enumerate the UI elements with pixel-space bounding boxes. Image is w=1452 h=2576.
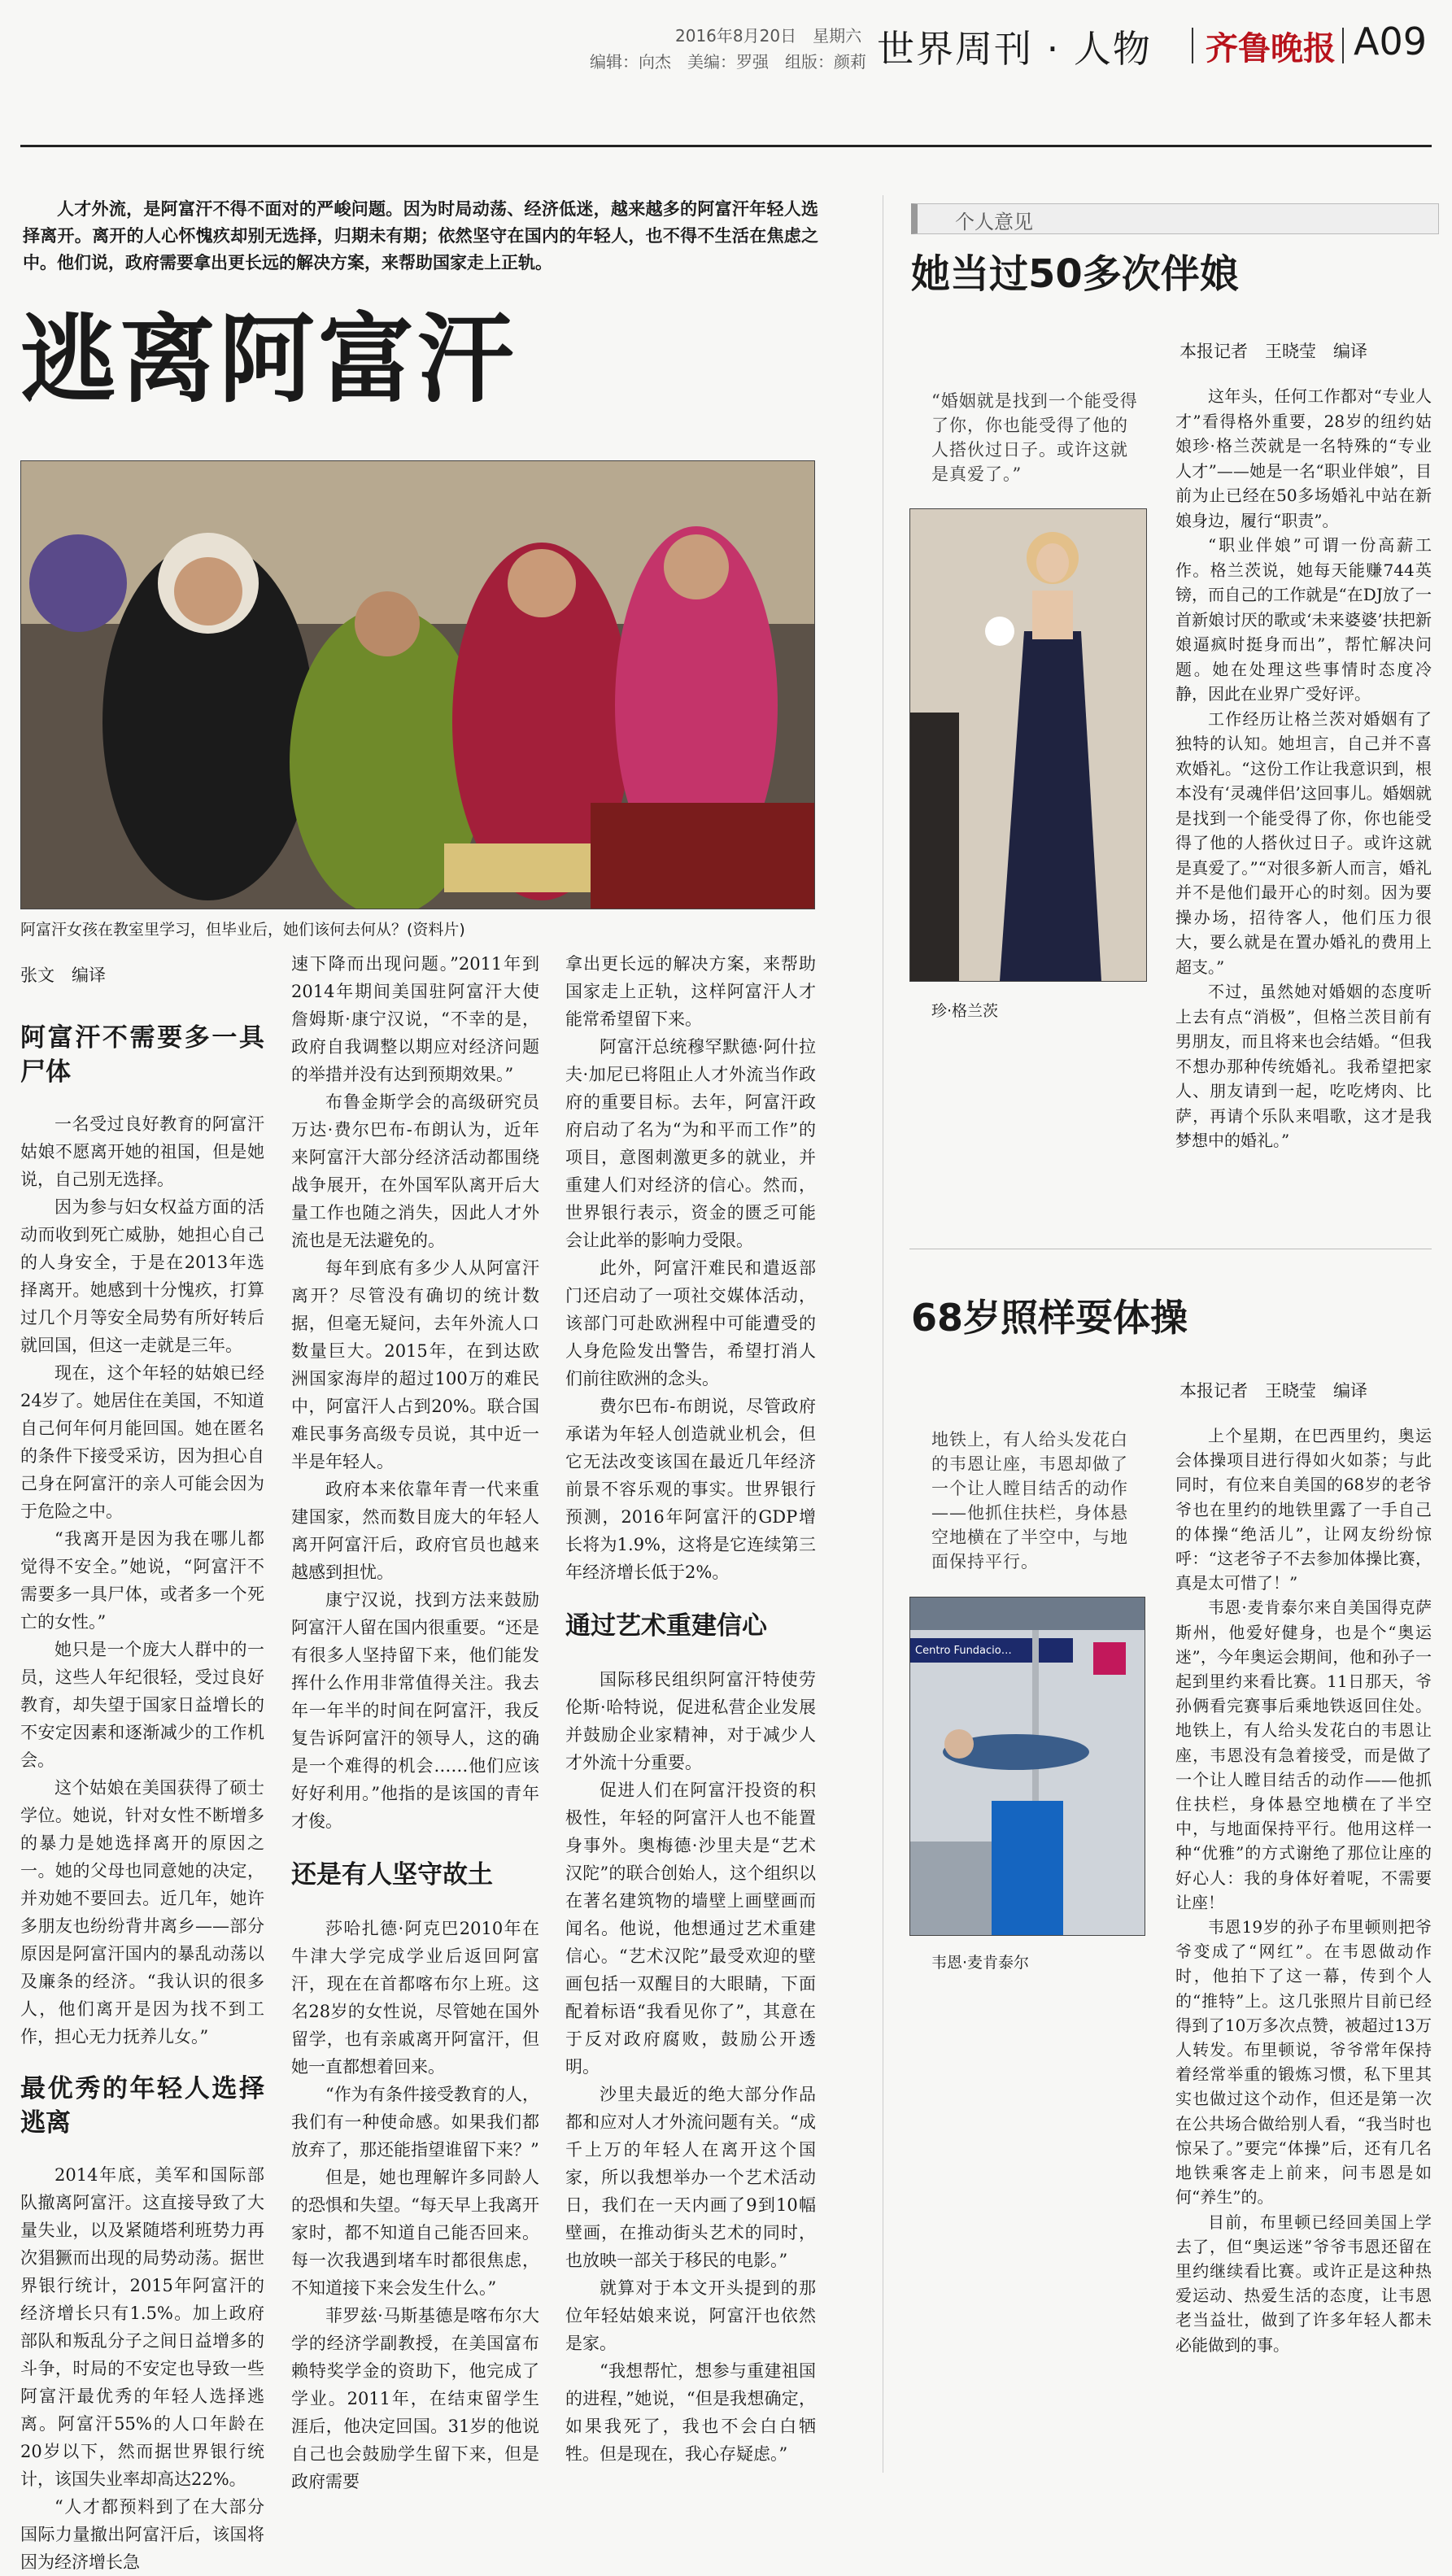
paragraph: 一名受过良好教育的阿富汗姑娘不愿离开她的祖国，但是她说，自己别无选择。 xyxy=(20,1114,264,1189)
paragraph: 工作经历让格兰茨对婚姻有了独特的认知。她坦言，自己并不喜欢婚礼。“这份工作让我意识到，根本没有‘灵魂伴侣’这回事儿。婚姻就是找到一个能受得了你，你也能受得了他的人搭伙过日子。或许这就是真爱了。”“对很多新人而言，婚礼并不是他们最开心的时刻。因为要操办场，招待客人，他们压力很大，要么就是在置办婚礼的费用上超支。” xyxy=(1175,708,1432,977)
subhead-best-youth-flee: 最优秀的年轻人选择逃离 xyxy=(20,2074,264,2138)
opinion-kicker: 个人意见 xyxy=(955,211,1033,233)
section-title: 世界周刊 · 人物 xyxy=(877,27,1152,71)
subway-sign: Centro Fundacio… xyxy=(915,1645,1012,1657)
bridesmaid-body xyxy=(1175,384,1432,1153)
paragraph: 因为参与妇女权益方面的活动而收到死亡威胁，她担心自己的人身安全，于是在2013年选择离开。她感到十分愧疚，打算过几个月等安全局势有所好转后就回国，但这一走就是三年。 xyxy=(20,1197,264,1355)
paragraph: 国际移民组织阿富汗特使劳伦斯·哈特说，促进私营企业发展并鼓励企业家精神，对于减少人才外流十分重要。 xyxy=(565,1670,816,1772)
paragraph: 现在，这个年轻的姑娘已经24岁了。她居住在美国，不知道自己何年何月能回国。她在匿名的条件下接受采访，因为担心自己身在阿富汗的亲人可能会因为于危险之中。 xyxy=(20,1363,264,1521)
classroom-photo xyxy=(20,460,815,909)
paragraph: 布鲁金斯学会的高级研究员万达·费尔巴布-布朗认为，近年来阿富汗大部分经济活动都围绕战争展开，在外国军队离开后大量工作也随之消失，因此人才外流也是无法避免的。 xyxy=(291,1092,539,1250)
paragraph: 沙里夫最近的绝大部分作品都和应对人才外流问题有关。“成千上万的年轻人在离开这个国家，所以我想举办一个艺术活动日，我们在一天内画了9到10幅壁画，在推动街头艺术的同时，也放映一部关于移民的电影。” xyxy=(565,2085,816,2270)
gymnast-pullquote: 地铁上，有人给头发花白的韦恩让座，韦恩却做了一个让人瞠目结舌的动作——他抓住扶栏，身体悬空地横在了半空中，与地面保持平行。 xyxy=(931,1430,1128,1571)
paragraph: 速下降而出现问题。”2011年到2014年期间美国驻阿富汗大使詹姆斯·康宁汉说，“不幸的是，政府自我调整以期应对经济问题的举措并没有达到预期效果。” xyxy=(291,954,539,1084)
bridesmaid-headline: 她当过50多次伴娘 xyxy=(911,251,1239,297)
paragraph: “作为有条件接受教育的人，我们有一种使命感。如果我们都放弃了，那还能指望谁留下来？” xyxy=(291,2085,539,2160)
paragraph: 费尔巴布-布朗说，尽管政府承诺为年轻人创造就业机会，但它无法改变该国在最近几年经济前景不容乐观的事实。世界银行预测，2016年阿富汗的GDP增长将为1.9%，这将是它连续第三年经济增长低于2%。 xyxy=(565,1397,816,1582)
lead-headline: 逃离阿富汗 xyxy=(20,303,517,416)
paragraph: 莎哈扎德·阿克巴2010年在牛津大学完成学业后返回阿富汗，现在在首都喀布尔上班。这名28岁的女性说，尽管她在国外留学，也有亲戚离开阿富汗，但她一直都想着回来。 xyxy=(291,1919,539,2077)
paragraph: “人才都预料到了在大部分国际力量撤出阿富汗后，该国将因为经济增长急 xyxy=(20,2497,264,2572)
paragraph: 2014年底，美军和国际部队撤离阿富汗。这直接导致了大量失业，以及紧随塔利班势力再次猖獗而出现的局势动荡。据世界银行统计，2015年阿富汗的经济增长只有1.5%。加上政府部队和叛乱分子之间日益增多的斗争，时局的不安定也导致一些阿富汗最优秀的年轻人选择逃离。阿富汗55%的人口年龄在20岁以下，然而据世界银行统计，该国失业率却高达22%。 xyxy=(20,2165,264,2489)
paragraph: 这年头，任何工作都对“专业人才”看得格外重要，28岁的纽约姑娘珍·格兰茨就是一名特殊的“专业人才”——她是一名“职业伴娘”，目前为止已经在50多场婚礼中站在新娘身边，履行“职责”。 xyxy=(1175,386,1432,530)
date-line: 2016年8月20日 星期六 xyxy=(675,26,862,46)
paragraph: “职业伴娘”可谓一份高薪工作。格兰茨说，她每天能赚744英镑，而自己的工作就是“在DJ放了一首新娘讨厌的歌或‘未来婆婆’扶把新娘逼疯时挺身而出”，帮忙解决问题。她在处理这些事情时态度冷静，因此在业界广受好评。 xyxy=(1175,535,1432,704)
staff-line: 编辑：向杰 美编：罗强 组版：颜莉 xyxy=(590,52,866,72)
paper-logo: 齐鲁晚报 xyxy=(1206,29,1336,68)
subhead-no-more-bodies: 阿富汗不需要多一具尸体 xyxy=(20,1023,264,1087)
paragraph: 上个星期，在巴西里约，奥运会体操项目进行得如火如荼；与此同时，有位来自美国的68岁的老爷爷也在里约的地铁里露了一手自己的体操“绝活儿”，让网友纷纷惊呼：“这老爷子不去参加体操比赛，真是太可惜了！” xyxy=(1175,1426,1432,1593)
paragraph: 但是，她也理解许多同龄人的恐惧和失望。“每天早上我离开家时，都不知道自己能否回来。每一次我遇到堵车时都很焦虑，不知道接下来会发生什么。” xyxy=(291,2168,539,2298)
paragraph: 政府本来依靠年青一代来重建国家，然而数目庞大的年轻人离开阿富汗后，政府官员也越来越感到担忧。 xyxy=(291,1480,539,1582)
header-divider-2 xyxy=(1342,28,1344,63)
paragraph: 韦恩19岁的孙子布里顿则把爷爷变成了“网红”。在韦恩做动作时，他拍下了这一幕，传到个人的“推特”上。这几张照片目前已经得到了10万多次点赞，被超过13万人转发。布里顿说，爷爷常年保持着经常举重的锻炼习惯，私下里其实也做过这个动作，但还是第一次在公共场合做给别人看，“我当时也惊呆了。”要完“体操”后，还有几名地铁乘客走上前来，问韦恩是如何“养生”的。 xyxy=(1175,1917,1432,2208)
header-divider xyxy=(1192,28,1193,63)
paragraph: 促进人们在阿富汗投资的积极性，年轻的阿富汗人也不能置身事外。奥梅德·沙里夫是“艺术汉陀”的联合创始人，这个组织以在著名建筑物的墙壁上画壁画而闻名。他说，他想通过艺术重建信心。“艺术汉陀”最受欢迎的壁画包括一双醒目的大眼睛，下面配着标语“我看见你了”，其意在于反对政府腐败，鼓励公开透明。 xyxy=(565,1781,816,2077)
gymnast-body xyxy=(1175,1423,1432,2357)
paragraph: “我想帮忙，想参与重建祖国的进程，”她说，“但是我想确定，如果我死了，我也不会白白牺牲。但是现在，我心存疑虑。” xyxy=(565,2361,816,2464)
lead-column-1 xyxy=(20,1021,264,2576)
gymnast-headline: 68岁照样耍体操 xyxy=(911,1296,1188,1340)
gymnast-byline: 本报记者 王晓莹 编译 xyxy=(1179,1381,1367,1401)
opinion-kicker-box xyxy=(911,203,1439,234)
bridesmaid-byline: 本报记者 王晓莹 编译 xyxy=(1179,342,1367,361)
page-number: A09 xyxy=(1354,20,1428,63)
paragraph: 她只是一个庞大人群中的一员，这些人年纪很轻，受过良好教育，却失望于国家日益增长的不安定因素和逐渐减少的工作机会。 xyxy=(20,1640,264,1770)
paragraph: 就算对于本文开头提到的那位年轻姑娘来说，阿富汗也依然是家。 xyxy=(565,2278,816,2353)
bridesmaid-caption: 珍·格兰茨 xyxy=(931,1002,999,1020)
lead-byline: 张文 编译 xyxy=(20,965,106,985)
lead-column-2 xyxy=(291,950,539,2495)
paragraph: 不过，虽然她对婚姻的态度听上去有点“消极”，但格兰茨目前有男朋友，而且将来也会结婚。“但我不想办那种传统婚礼。我希望把家人、朋友请到一起，吃吃烤肉、比萨，再请个乐队来唱歌，这才是我梦想中的婚礼。” xyxy=(1175,982,1432,1150)
paragraph: 拿出更长远的解决方案，来帮助国家走上正轨，这样阿富汗人才能常希望留下来。 xyxy=(565,954,816,1029)
classroom-illustration xyxy=(21,461,814,909)
paragraph: 此外，阿富汗难民和遣返部门还启动了一项社交媒体活动，该部门可赴欧洲程中可能遭受的人身危险发出警告，希望打消人们前往欧洲的念头。 xyxy=(565,1258,816,1388)
paragraph: 菲罗兹·马斯基德是喀布尔大学的经济学副教授，在美国富布赖特奖学金的资助下，他完成了学业。2011年，在结束留学生涯后，他决定回国。31岁的他说自己也会鼓励学生留下来，但是政府需要 xyxy=(291,2306,539,2491)
masthead xyxy=(0,0,1452,77)
subhead-some-stay: 还是有人坚守故土 xyxy=(291,1860,493,1890)
paragraph: “我离开是因为我在哪儿都觉得不安全。”她说，“阿富汗不需要多一具尸体，或者多一个死亡的女性。” xyxy=(20,1529,264,1632)
bridesmaid-photo xyxy=(909,508,1147,982)
paragraph: 阿富汗总统穆罕默德·阿什拉夫·加尼已将阻止人才外流当作政府的重要目标。去年，阿富汗政府启动了名为“为和平而工作”的项目，意图刺激更多的就业，并重建人们对经济的信心。然而，世界银行表示，资金的匮乏可能会让此举的影响力受限。 xyxy=(565,1037,816,1250)
header-rule xyxy=(20,145,1432,147)
paragraph: 康宁汉说，找到方法来鼓励阿富汗人留在国内很重要。“还是有很多人坚持留下来，他们能发挥什么作用非常值得关注。我去年一年半的时间在阿富汗，我反复告诉阿富汗的领导人，这的确是一个难得的机会……他们应该好好利用。”他指的是该国的青年才俊。 xyxy=(291,1590,539,1831)
subhead-art-rebuild: 通过艺术重建信心 xyxy=(565,1611,767,1641)
lead-column-3 xyxy=(565,950,816,2468)
paragraph: 每年到底有多少人从阿富汗离开？尽管没有确切的统计数据，但毫无疑问，去年外流人口数量巨大。2015年，在到达欧洲国家海岸的超过100万的难民中，阿富汗人占到20%。联合国难民事务高级专员说，其中近一半是年轻人。 xyxy=(291,1258,539,1471)
paragraph: 这个姑娘在美国获得了硕士学位。她说，针对女性不断增多的暴力是她选择离开的原因之一。她的父母也同意她的决定，并劝她不要回去。近几年，她许多朋友也纷纷背井离乡——部分原因是阿富汗国内的暴乱动荡以及廉条的经济。“我认识的很多人，他们离开是因为找不到工作，担心无力抚养儿女。” xyxy=(20,1778,264,2046)
paragraph: 韦恩·麦肯泰尔来自美国得克萨斯州，他爱好健身，也是个“奥运迷”，今年奥运会期间，他和孙子一起到里约来看比赛。11日那天，爷孙俩看完赛事后乘地铁返回住处。地铁上，有人给头发花白的韦恩让座，韦恩没有急着接受，而是做了一个让人瞠目结舌的动作——他抓住扶栏，身体悬空地横在了半空中，与地面保持平行。他用这样一种“优雅”的方式谢绝了那位让座的好心人：我的身体好着呢，不需要让座！ xyxy=(1175,1597,1432,1912)
subway-photo xyxy=(909,1597,1145,1936)
bridesmaid-pullquote: “婚姻就是找到一个能受得了你，你也能受得了他的人搭伙过日子。或许这就是真爱了。” xyxy=(931,391,1138,484)
paragraph: 目前，布里顿已经回美国上学去了，但“奥运迷”爷爷韦恩还留在里约继续看比赛。或许正是这种热爱运动、热爱生活的态度，让韦恩老当益壮，做到了许多年轻人都未必能做到的事。 xyxy=(1175,2212,1432,2355)
photo-caption: 阿富汗女孩在教室里学习，但毕业后，她们该何去何从？(资料片) xyxy=(20,921,465,939)
gymnast-caption: 韦恩·麦肯泰尔 xyxy=(931,1954,1030,1972)
intro-text: 人才外流，是阿富汗不得不面对的严峻问题。因为时局动荡、经济低迷，越来越多的阿富汗年轻人选择离开。离开的人心怀愧疚却别无选择，归期未有期；依然坚守在国内的年轻人，也不得不生活在焦虑之中。他们说，政府需要拿出更长远的解决方案，来帮助国家走上正轨。 xyxy=(23,198,818,272)
bridesmaid-illustration xyxy=(910,509,1146,981)
lead-intro xyxy=(23,195,818,276)
